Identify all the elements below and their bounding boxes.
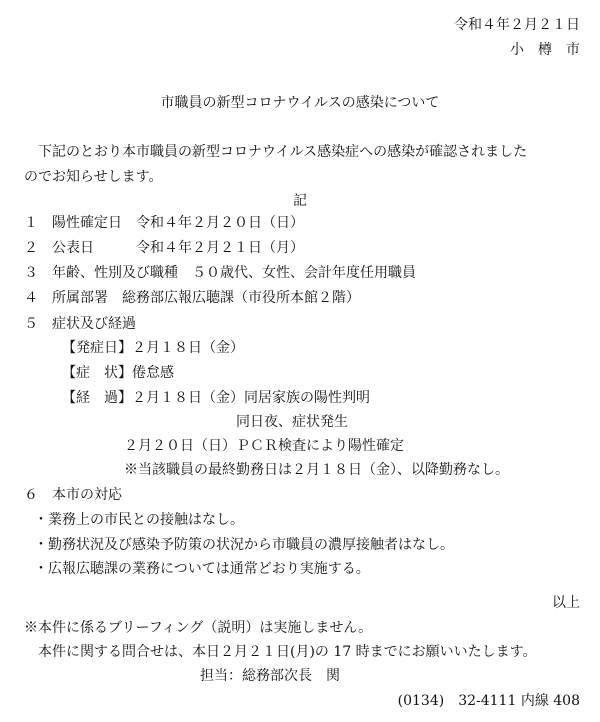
item-symptoms-heading: ５ 症状及び経過 xyxy=(24,316,136,332)
course-line-2: 同日夜、症状発生 xyxy=(236,414,348,430)
item-profile: ３ 年齢、性別及び職種 ５０歳代、女性、会計年度任用職員 xyxy=(24,265,416,281)
briefing-note: ※本件に係るブリーフィング（説明）は実施しません。 xyxy=(24,620,373,636)
closing-mark: 以上 xyxy=(552,595,580,611)
course-line-1: 【経 過】２月１８日（金）同居家族の陽性判明 xyxy=(62,390,370,406)
intro-line-1: 下記のとおり本市職員の新型コロナウイルス感染症への感染が確認されました xyxy=(38,144,528,160)
last-workday-note: ※当該職員の最終勤務日は２月１８日（金）、以降勤務なし。 xyxy=(124,462,509,478)
symptom-onset: 【発症日】２月１８日（金） xyxy=(62,340,244,356)
item-announcement-date: ２ 公表日 令和４年２月２１日（月） xyxy=(24,240,304,256)
ki-heading: 記 xyxy=(293,193,307,209)
date: 令和４年２月２１日 xyxy=(454,17,580,33)
course-line-3: ２月２０日（日）ＰＣＲ検査により陽性確定 xyxy=(124,438,404,454)
response-bullet-3: ・広報広聴課の業務については通常どおり実施する。 xyxy=(34,561,370,577)
symptom-description: 【症 状】倦怠感 xyxy=(62,365,174,381)
item-positive-date: １ 陽性確定日 令和４年２月２０日（日） xyxy=(24,215,304,231)
inquiry-note: 本件に関する問合せは、本日２月２１日(月)の 17 時までにお願いいたします。 xyxy=(38,644,537,660)
page-title: 市職員の新型コロナウイルスの感染について xyxy=(160,95,440,111)
intro-line-2: のでお知らせします。 xyxy=(24,169,163,185)
issuer: 小 樽 市 xyxy=(510,42,580,58)
item-department: ４ 所属部署 総務部広報広聴課（市役所本館２階） xyxy=(24,290,360,306)
response-heading: ６ 本市の対応 xyxy=(24,487,122,503)
contact-person: 担当：総務部次長 関 xyxy=(200,668,340,684)
response-bullet-1: ・業務上の市民との接触はなし。 xyxy=(34,512,244,528)
contact-phone: (0134) 32-4111 内線 408 xyxy=(397,693,580,709)
response-bullet-2: ・勤務状況及び感染予防策の状況から市職員の濃厚接触者はなし。 xyxy=(34,537,454,553)
